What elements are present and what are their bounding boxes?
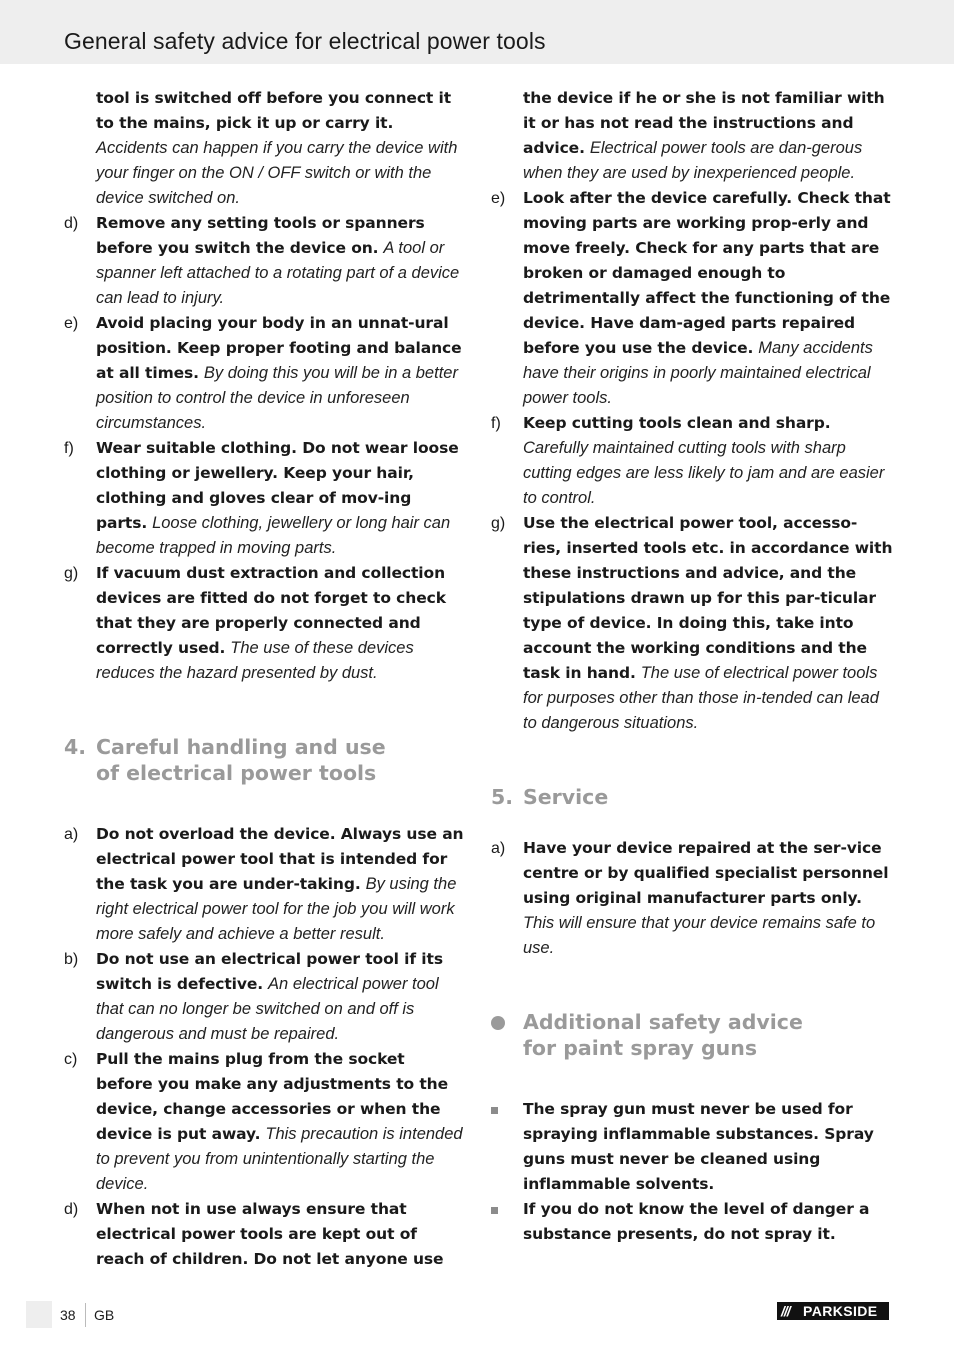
item-bold-text: Avoid placing your body in an unnat-ural position. Keep proper footing and balance at all times. [96,314,462,382]
item-italic-text: This precaution is intended to prevent you from unintentionally starting the device. [96,1125,463,1193]
list-item [489,511,894,736]
section-title-line1: Additional safety advice [523,1010,803,1034]
list-item [62,211,464,311]
item-bold-text: Have your device repaired at the ser-vice centre or by qualified specialist personnel using original manufacturer parts only. [523,839,889,907]
page-header [0,0,954,64]
bullet-item [489,1197,894,1247]
section-title-line2: of electrical power tools [96,761,377,785]
item-bold-text: tool is switched off before you connect it to the mains, pick it up or carry it. [96,89,452,132]
section-title-line2: for paint spray guns [523,1036,758,1060]
logo-text: PARKSIDE [803,1303,878,1319]
item-italic-text: An electrical power tool that can no longer be switched on and off is dangerous and must be repaired. [96,975,439,1043]
list-item [62,1047,464,1197]
parkside-logo [777,1302,889,1320]
item-italic-text: Electrical power tools are dan-gerous when they are used by inexperienced people. [523,139,863,182]
item-bold-text: Look after the device carefully. Check that moving parts are working prop-erly and move freely. Check for any parts that are broken or damaged enough to detrimentally affect the functioning of the device. Have dam-aged parts repaired before you use the device. [523,189,891,357]
item-italic-text: Many accidents have their origins in poorly maintained electrical power tools. [523,339,873,407]
list-marker: c) [64,1051,78,1068]
item-bold-text: Do not overload the device. Always use an electrical power tool that is intended for the task you are under-taking. [96,825,464,893]
list-item [489,186,894,411]
right-column [489,86,894,1247]
item-italic-text: The use of these devices reduces the hazard presented by dust. [96,639,414,682]
item-italic-text: This will ensure that your device remains safe to use. [523,914,876,957]
square-bullet-icon [491,1107,498,1114]
list-marker: a) [64,826,79,843]
section-number: 5. [491,785,514,809]
item-italic-text: The use of electrical power tools for purposes other than those in-tended can lead to dangerous situations. [523,664,879,732]
left-column [62,86,464,1272]
list-marker: e) [64,315,79,332]
section-title-line1: Careful handling and use [96,735,386,759]
section-title: Service [523,785,609,809]
section-heading-4 [62,734,464,786]
list-item-continued [62,86,464,211]
square-bullet-icon [491,1207,498,1214]
list-item-continued [489,86,894,186]
list-marker: g) [64,565,79,582]
list-item [489,836,894,961]
item-italic-text: Accidents can happen if you carry the device with your finger on the ON / OFF switch or with the device switched on. [96,139,458,207]
language-code: GB [94,1307,115,1323]
item-bold-text: Wear suitable clothing. Do not wear loose clothing or jewellery. Keep your hair, clothing and gloves clear of mov-ing parts. [96,439,459,532]
list-marker: f) [491,415,501,432]
list-marker: g) [491,515,506,532]
list-item [62,822,464,947]
list-item [62,947,464,1047]
item-bold-text: Remove any setting tools or spanners before you switch the device on. [96,214,425,257]
section-heading-extra [489,1009,894,1061]
section-heading-5 [489,784,894,810]
list-marker: f) [64,440,74,457]
list-item [62,436,464,561]
list-marker: b) [64,951,79,968]
item-bold-text: When not in use always ensure that electrical power tools are kept out of reach of children. Do not let anyone use [96,1200,444,1268]
item-italic-text: By doing this you will be in a better position to control the device in unforeseen circumstances. [96,364,458,432]
page-title: General safety advice for electrical power tools [64,28,546,54]
item-bold-text: Do not use an electrical power tool if its switch is defective. [96,950,443,993]
item-bold-text: The spray gun must never be used for spraying inflammable substances. Spray guns must never be cleaned using inflammable solvents. [523,1100,874,1193]
item-italic-text: Carefully maintained cutting tools with sharp cutting edges are less likely to jam and are easier to control. [523,439,885,507]
list-item [62,561,464,686]
item-italic-text: Loose clothing, jewellery or long hair can become trapped in moving parts. [96,514,451,557]
bullet-dot-icon [491,1016,505,1030]
footer-divider [85,1303,86,1327]
list-marker: d) [64,215,79,232]
list-item [62,1197,464,1272]
list-marker: e) [491,190,506,207]
footer-tab [26,1301,52,1328]
item-bold-text: Use the electrical power tool, accesso-ries, inserted tools etc. in accordance with these instructions and advice, and the stipulations drawn up for this par-ticular type of device. In doing this, take into account the working conditions and the task in hand. [523,514,893,682]
item-bold-text: the device if he or she is not familiar with it or has not read the instructions and advice. [523,89,885,157]
item-bold-text: If vacuum dust extraction and collection devices are fitted do not forget to check that they are properly connected and correctly used. [96,564,446,657]
list-item [62,311,464,436]
item-bold-text: Keep cutting tools clean and sharp. [523,414,831,432]
item-italic-text: A tool or spanner left attached to a rotating part of a device can lead to injury. [96,239,460,307]
item-italic-text: By using the right electrical power tool for the job you will work more safely and achieve a better result. [96,875,457,943]
logo-slashes: /// [781,1303,790,1319]
bullet-item [489,1097,894,1197]
page-number: 38 [60,1307,76,1323]
list-marker: a) [491,840,506,857]
section-number: 4. [64,735,87,759]
item-bold-text: Pull the mains plug from the socket before you make any adjustments to the device, change accessories or when the device is put away. [96,1050,449,1143]
list-item [489,411,894,511]
item-bold-text: If you do not know the level of danger a substance presents, do not spray it. [523,1200,870,1243]
list-marker: d) [64,1201,79,1218]
